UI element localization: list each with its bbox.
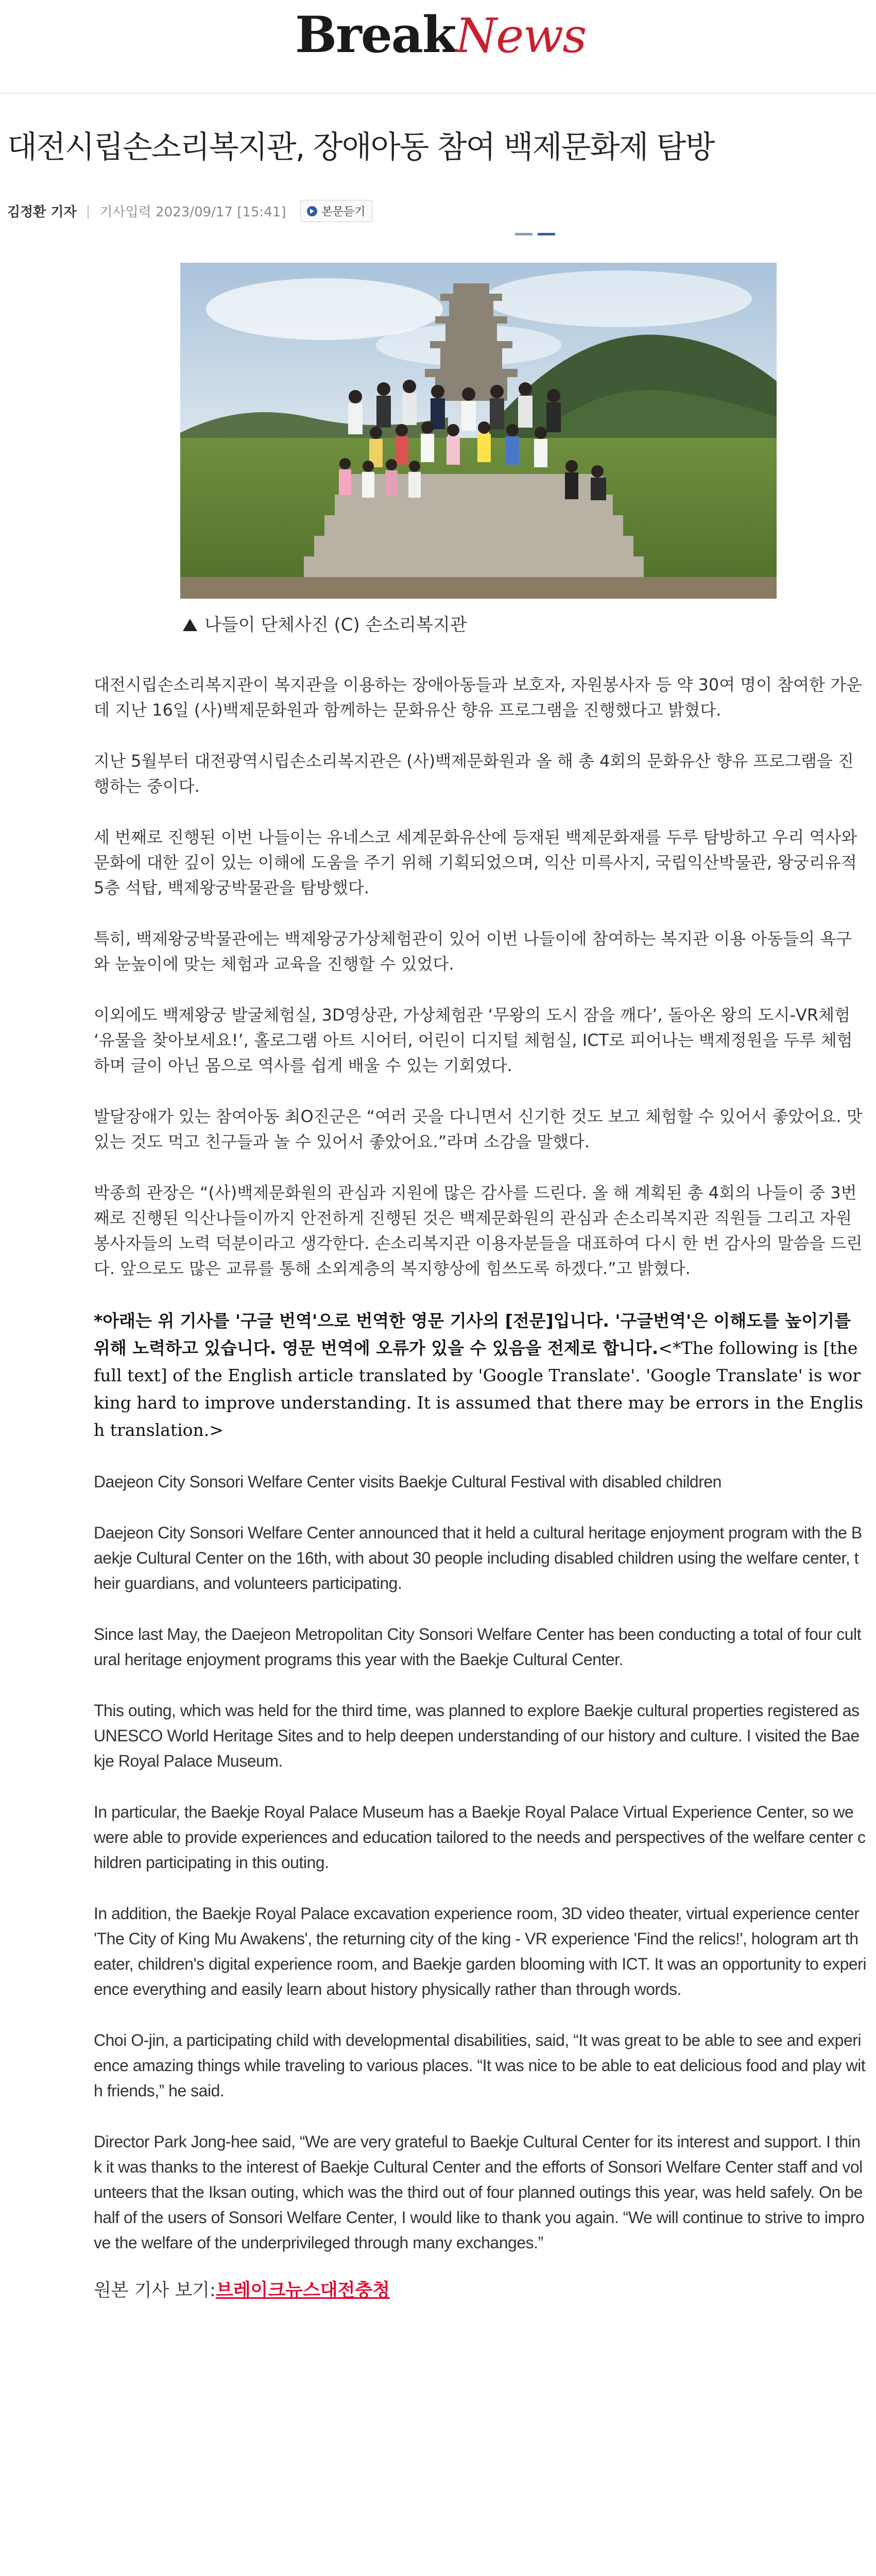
translation-notice — [94, 1307, 866, 1444]
triangle-bullet-icon — [183, 619, 197, 631]
paragraph-ko-5: 이외에도 백제왕궁 발굴체험실, 3D영상관, 가상체험관 ‘무왕의 도시 잠을 깨다’, 돌아온 왕의 도시-VR체험 ‘유물을 찾아보세요!’, 홀로그램 아트 시어터, 어린이 디지털 체험실, ICT로 피어나는 백제정원을 두루 체험하며 글이 아닌 몸으로 역사를 쉽게 배울 수 있는 기회였다. — [94, 1005, 853, 1075]
site-header — [0, 0, 876, 94]
article-meta — [7, 200, 372, 222]
translation-notice-en: <*The following is [the full text] of the English article translated by 'Google Translate'. 'Google Translate' is working hard to improve understanding. It is assumed that there may be errors in the English translation.> — [94, 1338, 864, 1440]
listen-article-button[interactable] — [300, 200, 372, 222]
source-label: 원본 기사 보기: — [94, 2280, 216, 2301]
paragraph-ko-3: 세 번째로 진행된 이번 나들이는 유네스코 세계문화유산에 등재된 백제문화재를 두루 탐방하고 우리 역사와 문화에 대한 깊이 있는 이해에 도움을 주기 위해 기획되었으며, 익산 미륵사지, 국립익산박물관, 왕궁리유적 5층 석탑, 백제왕궁박물관을 탐방했다. — [94, 827, 857, 897]
photo-caption — [183, 611, 467, 636]
meta-divider: | — [85, 203, 91, 219]
decorative-marks — [515, 233, 577, 236]
author-name: 김정환 기자 — [7, 205, 77, 220]
group-photo-image — [180, 263, 777, 599]
paragraph-en-title: Daejeon City Sonsori Welfare Center visits Baekje Cultural Festival with disabled children — [94, 1472, 722, 1491]
listen-button-label: 본문듣기 — [321, 206, 366, 218]
source-link[interactable]: 브레이크뉴스대전충청 — [215, 2280, 390, 2301]
logo-break-text: Break — [295, 6, 456, 64]
paragraph-en-2: Since last May, the Daejeon Metropolitan City Sonsori Welfare Center has been conducting a total of four cultural heritage enjoyment programs this year with the Baekje Cultural Center. — [94, 1625, 862, 1669]
paragraph-en-4: In particular, the Baekje Royal Palace Museum has a Baekje Royal Palace Virtual Experience Center, so we were able to provide experiences and education tailored to the needs and perspectives of the welfare center children participating in this outing. — [94, 1803, 866, 1872]
article-body — [94, 672, 866, 2302]
site-logo[interactable] — [295, 6, 586, 64]
translation-notice-ko: *아래는 위 기사를 '구글 번역'으로 번역한 영문 기사의 [전문]입니다. '구글번역'은 이해도를 높이기를 위해 노력하고 있습니다. 영문 번역에 오류가 있을 수 있음을 전제로 합니다. — [94, 1311, 851, 1358]
paragraph-en-3: This outing, which was held for the third time, was planned to explore Baekje cultural properties registered as UNESCO World Heritage Sites and to help deepen understanding of our history and culture. I visited the Baekje Royal Palace Museum. — [94, 1701, 860, 1770]
article-photo — [180, 263, 777, 599]
paragraph-ko-6: 발달장애가 있는 참여아동 최O진군은 “여러 곳을 다니면서 신기한 것도 보고 체험할 수 있어서 좋았어요. 맛있는 것도 먹고 친구들과 놀 수 있어서 좋았어요.”라며 소감을 말했다. — [94, 1107, 863, 1151]
paragraph-ko-2: 지난 5월부터 대전광역시립손소리복지관은 (사)백제문화원과 올 해 총 4회의 문화유산 향유 프로그램을 진행하는 중이다. — [94, 751, 854, 796]
paragraph-en-6: Choi O-jin, a participating child with developmental disabilities, said, “It was great to be able to see and experience amazing things while traveling to various places. “It was nice to be able to eat delicious food and play with friends,” he said. — [94, 2031, 866, 2100]
paragraph-ko-1: 대전시립손소리복지관이 복지관을 이용하는 장애아동들과 보호자, 자원봉사자 등 약 30여 명이 참여한 가운데 지난 16일 (사)백제문화원과 함께하는 문화유산 향유 프로그램을 진행했다고 밝혔다. — [94, 675, 863, 720]
speaker-icon — [307, 206, 317, 216]
publish-date: 기사입력 2023/09/17 [15:41] — [99, 205, 286, 220]
logo-news-text: News — [455, 8, 586, 63]
paragraph-ko-4: 특히, 백제왕궁박물관에는 백제왕궁가상체험관이 있어 이번 나들이에 참여하는 복지관 이용 아동들의 욕구와 눈높이에 맞는 체험과 교육을 진행할 수 있었다. — [94, 929, 852, 974]
paragraph-en-7: Director Park Jong-hee said, “We are very grateful to Baekje Cultural Center for its interest and support. I think it was thanks to the interest of Baekje Cultural Center and the efforts of Sonsori Welfare Center staff and volunteers that the Iksan outing, which was the third out of four planned outings this year, was held safely. On behalf of the users of Sonsori Welfare Center, I would like to thank you again. “We will continue to strive to improve the welfare of the underprivileged through many exchanges.” — [94, 2132, 865, 2252]
paragraph-en-5: In addition, the Baekje Royal Palace excavation experience room, 3D video theater, virtual experience center 'The City of King Mu Awakens', the returning city of the king - VR experience 'Find the relics!', hologram art theater, children's digital experience room, and Baekje garden blooming with ICT. It was an opportunity to experience everything and easily learn about history physically rather than through words. — [94, 1904, 866, 1998]
article-title: 대전시립손소리복지관, 장애아동 참여 백제문화제 탐방 — [7, 129, 714, 165]
paragraph-ko-7: 박종희 관장은 “(사)백제문화원의 관심과 지원에 많은 감사를 드린다. 올 해 계획된 총 4회의 나들이 중 3번째로 진행된 익산나들이까지 안전하게 진행된 것은 백제문화원의 관심과 손소리복지관 직원들 그리고 자원봉사자들의 노력 덕분이라고 생각한다. 손소리복지관 이용자분들을 대표하여 다시 한 번 감사의 말씀을 드린다. 앞으로도 많은 교류를 통해 소외계층의 복지향상에 힘쓰도록 하겠다.”고 밝혔다. — [94, 1183, 863, 1278]
source-line — [94, 2276, 866, 2302]
photo-caption-text: 나들이 단체사진 (C) 손소리복지관 — [204, 615, 467, 635]
paragraph-en-1: Daejeon City Sonsori Welfare Center announced that it held a cultural heritage enjoyment program with the Baekje Cultural Center on the 16th, with about 30 people including disabled children using the welfare center, their guardians, and volunteers participating. — [94, 1523, 862, 1592]
